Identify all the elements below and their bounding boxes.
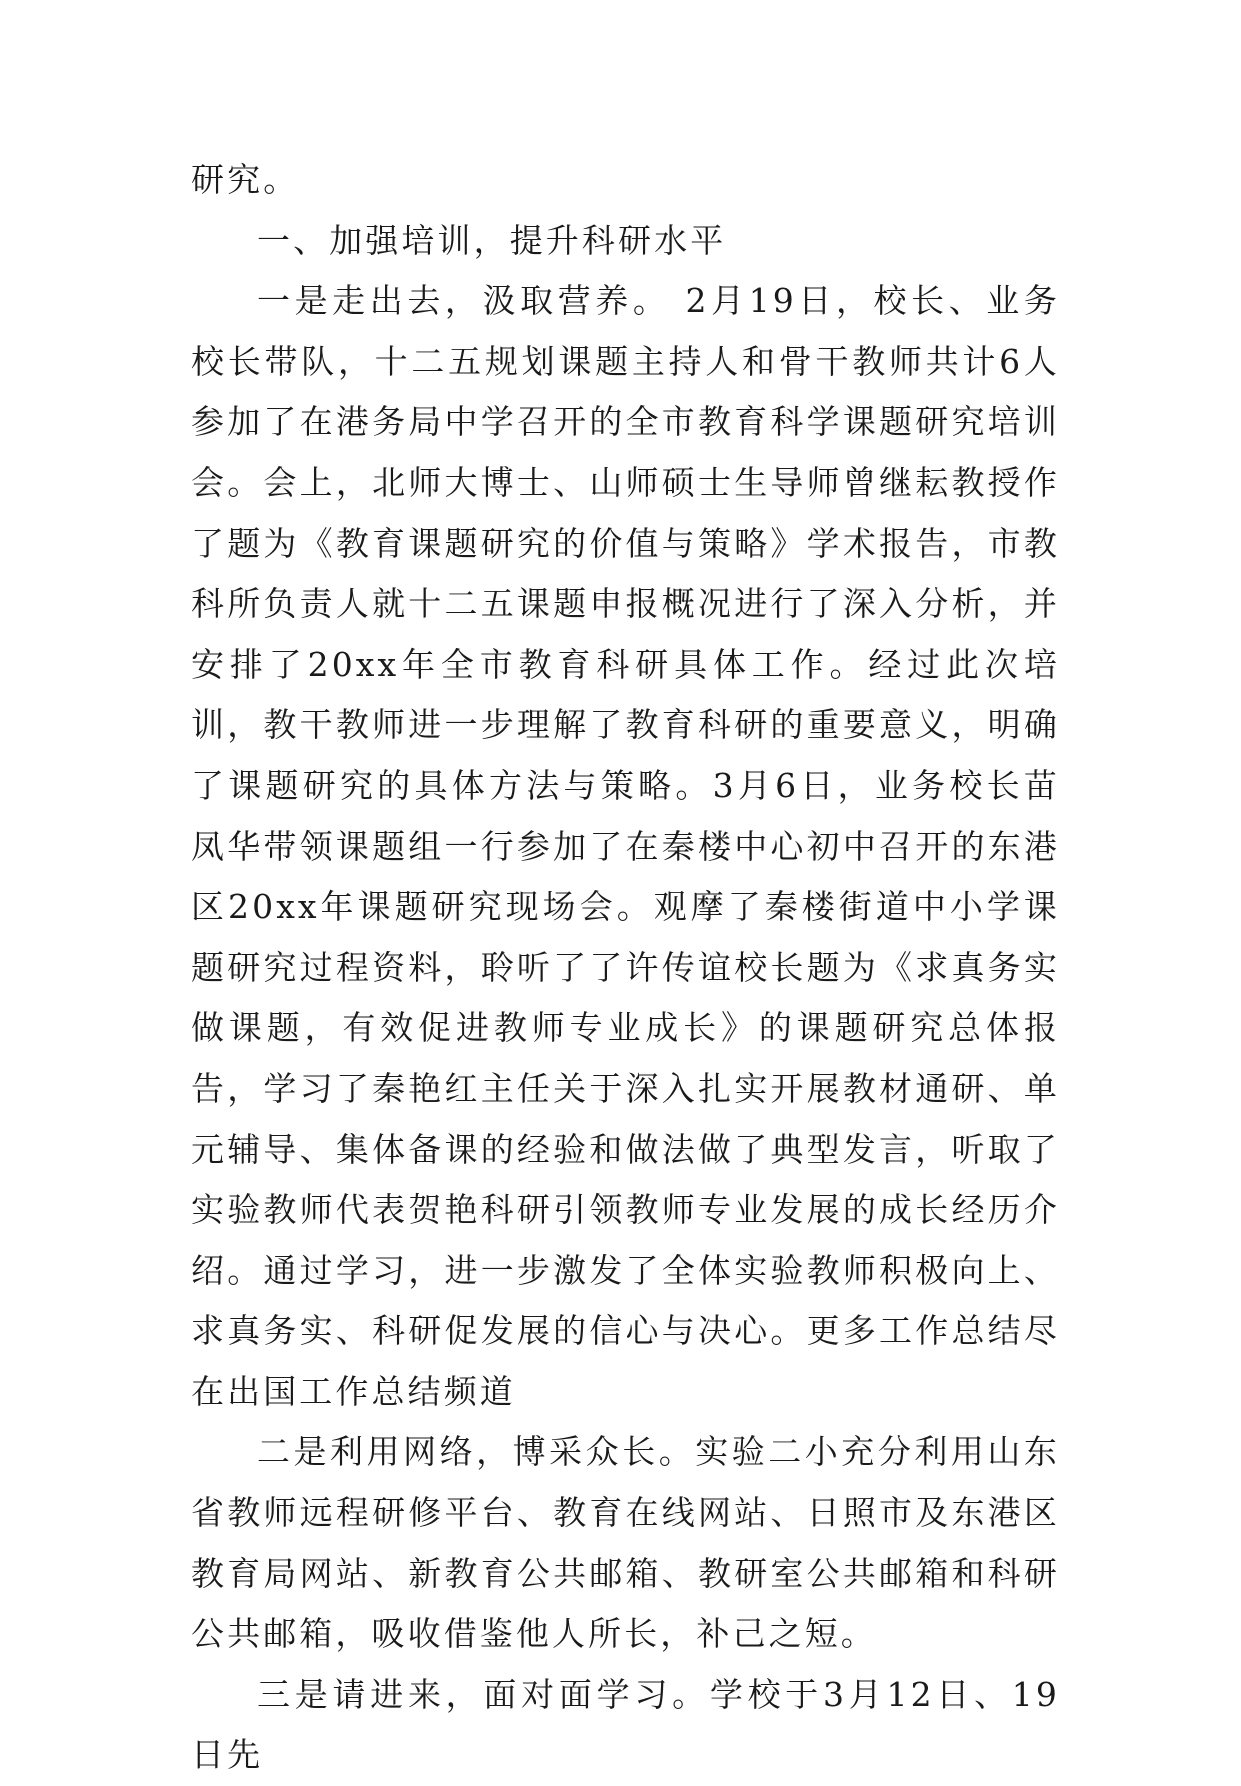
paragraph-using-network: 二是利用网络，博采众长。实验二小充分利用山东省教师远程研修平台、教育在线网站、日照市及东港区教育局网站、新教育公共邮箱、教研室公共邮箱和科研公共邮箱，吸收借鉴他人所长，补己之短。 [191,1432,1060,1654]
document-body [191,150,1060,1786]
paragraph-going-out: 一是走出去，汲取营养。 2月19日，校长、业务校长带队，十二五规划课题主持人和骨干教师共计6人参加了在港务局中学召开的全市教育科学课题研究培训会。会上，北师大博士、山师硕士生导师曾继耘教授作了题为《教育课题研究的价值与策略》学术报告，市教科所负责人就十二五课题申报概况进行了深入分析，并安排了20xx年全市教育科研具体工作。经过此次培训，教干教师进一步理解了教育科研的重要意义，明确了课题研究的具体方法与策略。3月6日，业务校长苗凤华带领课题组一行参加了在秦楼中心初中召开的东港区20xx年课题研究现场会。观摩了秦楼街道中小学课题研究过程资料，聆听了了许传谊校长题为《求真务实做课题，有效促进教师专业成长》的课题研究总体报告，学习了秦艳红主任关于深入扎实开展教材通研、单元辅导、集体备课的经验和做法做了典型发言，听取了实验教师代表贺艳科研引领教师专业发展的成长经历介绍。通过学习，进一步激发了全体实验教师积极向上、求真务实、科研促发展的信心与决心。更多工作总结尽在出国工作总结频道 [191,281,1060,1411]
paragraph-continuation: 研究。 [191,160,300,199]
section-heading: 一、加强培训，提升科研水平 [257,220,727,260]
paragraph-inviting-in: 三是请进来，面对面学习。学校于3月12日、19日先 [191,1674,1060,1775]
